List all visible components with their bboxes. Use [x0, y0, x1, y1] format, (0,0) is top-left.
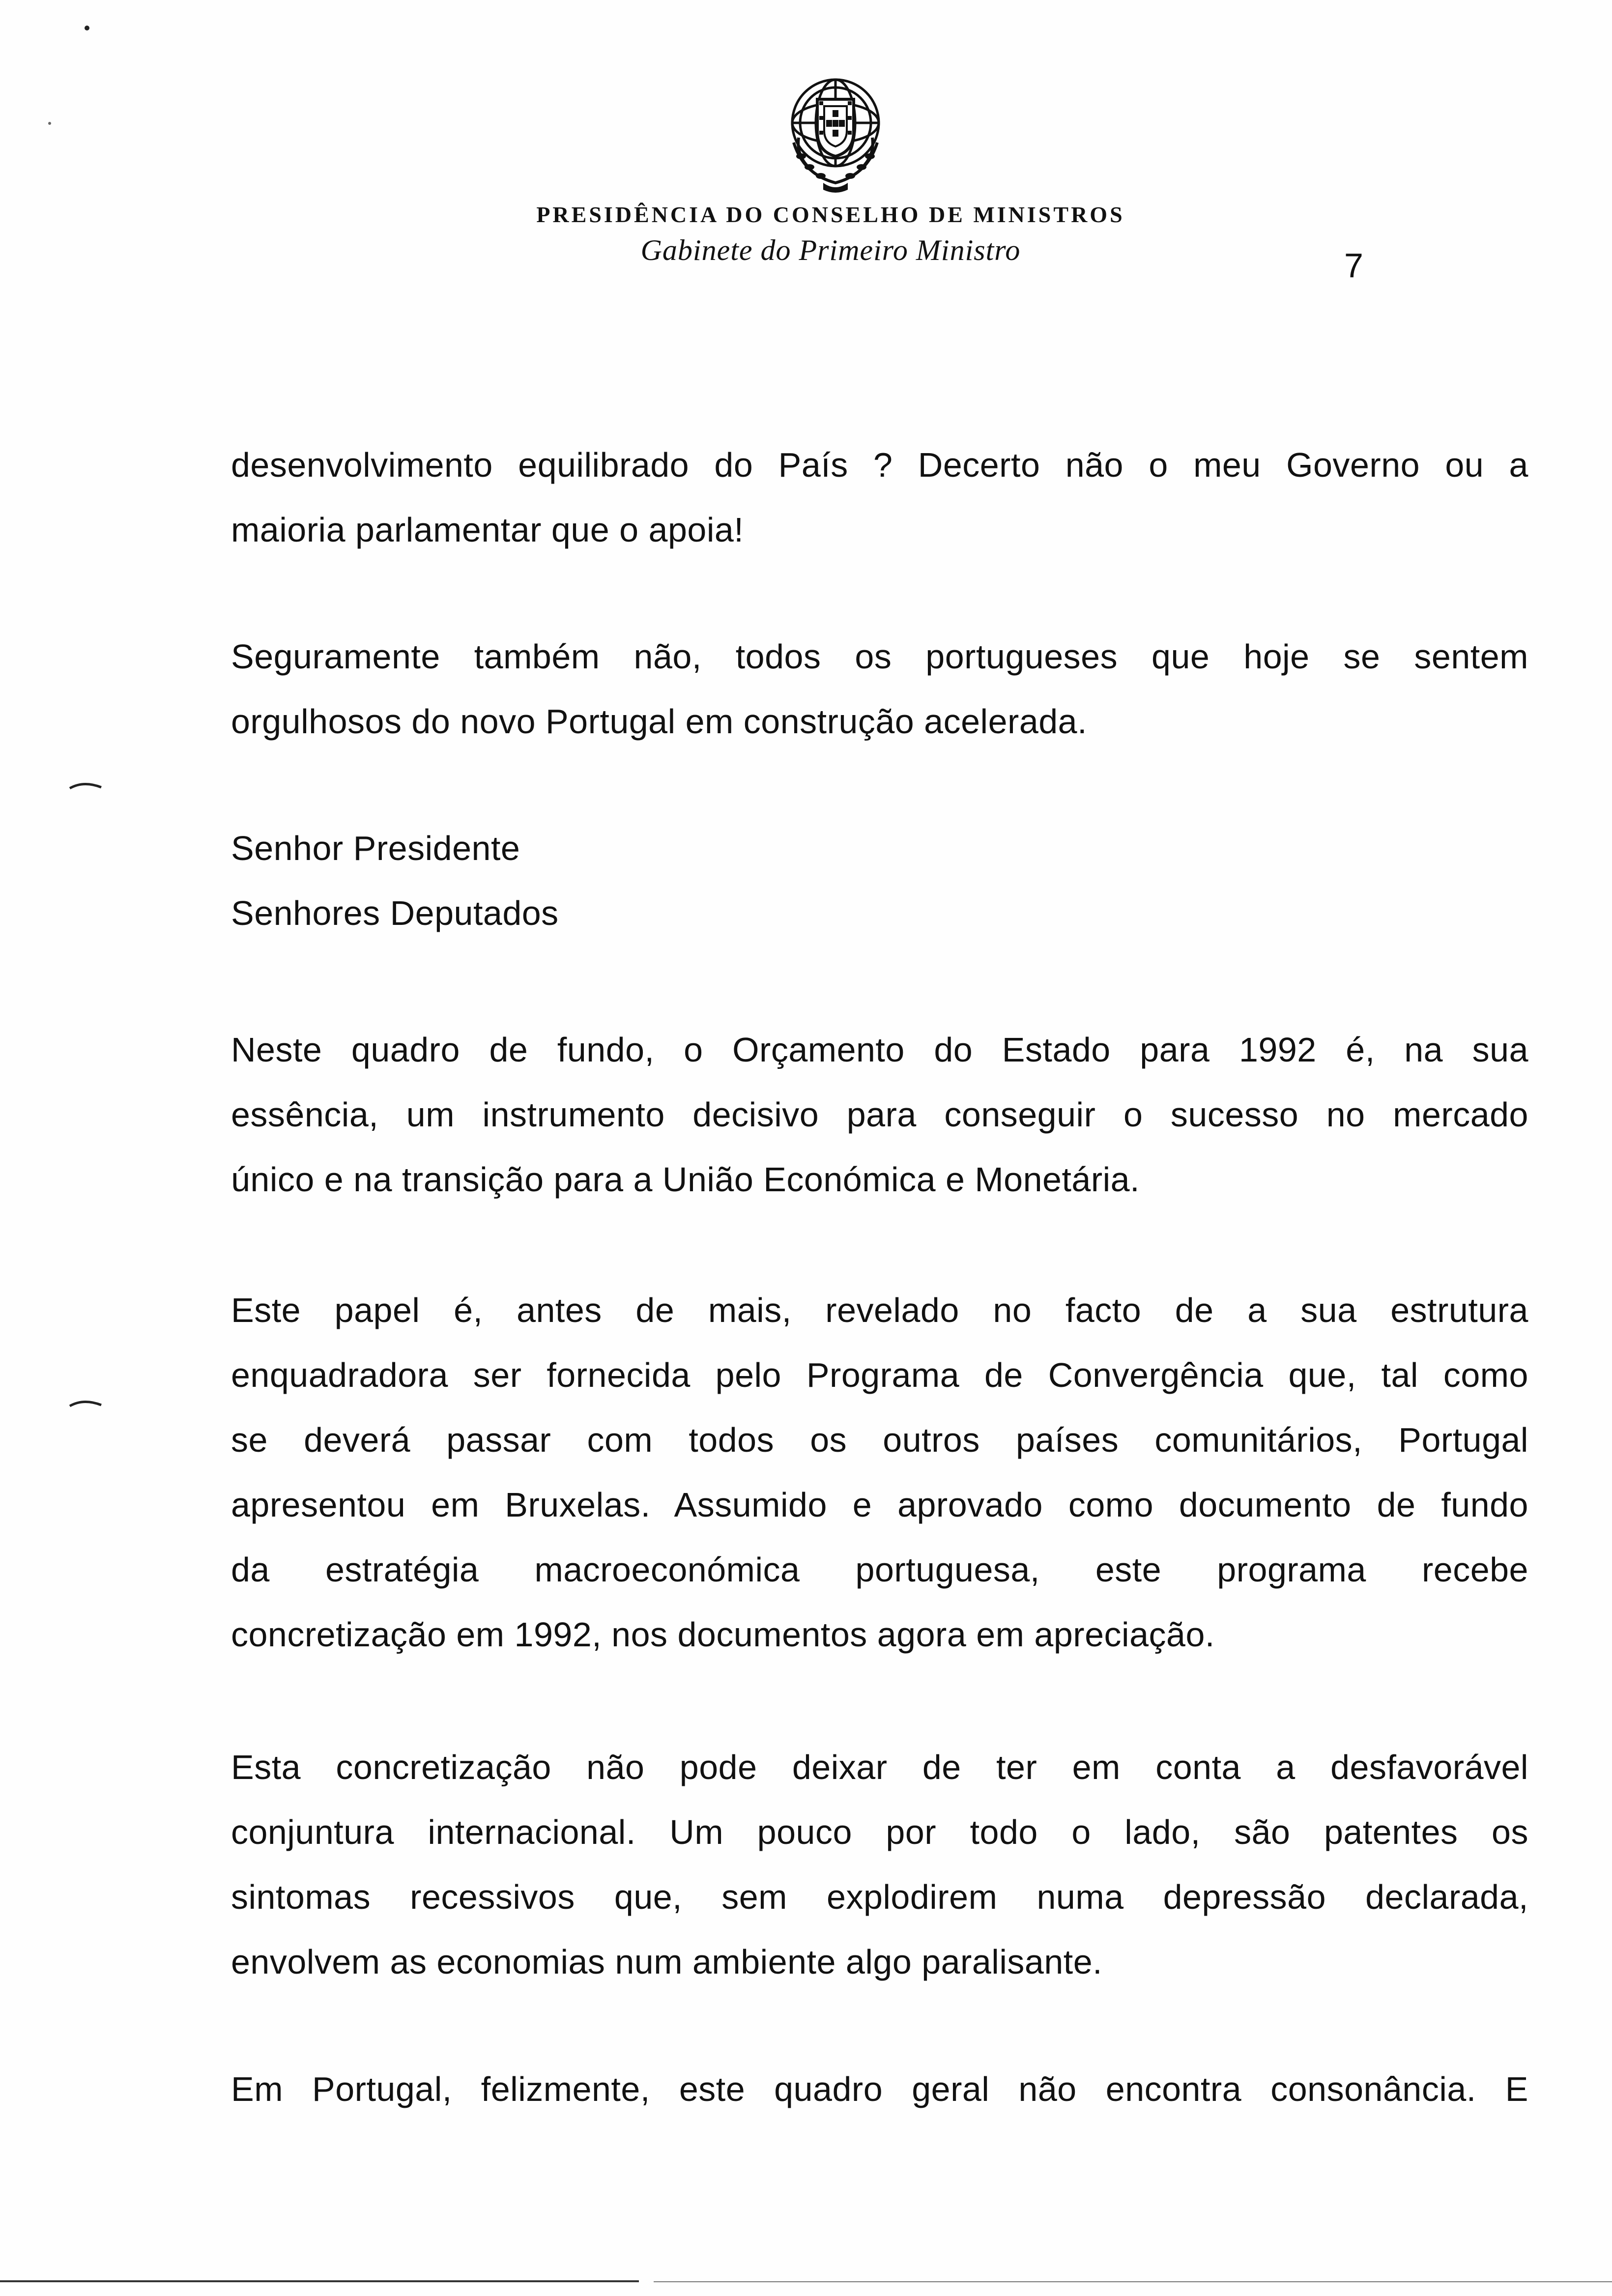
- paragraph-1: [231, 432, 1528, 562]
- paragraph-line: Seguramente também não, todos os portugueses que hoje se sentem: [231, 637, 1528, 676]
- footer-scan-line: [654, 2281, 1612, 2282]
- paragraph-line: Em Portugal, felizmente, este quadro geral não encontra consonância. E: [231, 2070, 1528, 2108]
- paragraph-2: [231, 624, 1528, 754]
- paragraph-line: orgulhosos do novo Portugal em construção acelerada.: [231, 702, 1088, 741]
- paragraph-line: apresentou em Bruxelas. Assumido e aprovado como documento de fundo: [231, 1486, 1528, 1524]
- salutation-line: Senhor Presidente: [231, 829, 520, 867]
- coat-of-arms-icon: [774, 69, 897, 197]
- paragraph-3: [231, 1017, 1528, 1212]
- page-number: 7: [1344, 246, 1363, 285]
- paragraph-6: [231, 2057, 1528, 2122]
- salutation: [231, 816, 1528, 946]
- footer-scan-line: [0, 2280, 639, 2282]
- paragraph-line: envolvem as economias num ambiente algo paralisante.: [231, 1943, 1103, 1981]
- scan-dot: [48, 122, 51, 125]
- paragraph-line: Neste quadro de fundo, o Orçamento do Estado para 1992 é, na sua: [231, 1031, 1528, 1069]
- paragraph-5: [231, 1735, 1528, 1994]
- paragraph-4: [231, 1278, 1528, 1667]
- paragraph-line: Este papel é, antes de mais, revelado no facto de a sua estrutura: [231, 1291, 1528, 1329]
- header-title: PRESIDÊNCIA DO CONSELHO DE MINISTROS: [536, 202, 1125, 227]
- salutation-line: Senhores Deputados: [231, 894, 559, 932]
- hole-punch-mark-icon: [69, 1398, 103, 1408]
- paragraph-line: desenvolvimento equilibrado do País ? Decerto não o meu Governo ou a: [231, 446, 1528, 484]
- paragraph-line: único e na transição para a União Económica e Monetária.: [231, 1160, 1140, 1199]
- scan-dot: [85, 26, 89, 30]
- paragraph-line: concretização em 1992, nos documentos agora em apreciação.: [231, 1615, 1215, 1654]
- hole-punch-mark-icon: [69, 780, 103, 790]
- paragraph-line: sintomas recessivos que, sem explodirem numa depressão declarada,: [231, 1878, 1528, 1916]
- paragraph-line: maioria parlamentar que o apoia!: [231, 511, 744, 549]
- paragraph-line: se deverá passar com todos os outros países comunitários, Portugal: [231, 1421, 1528, 1459]
- paragraph-line: enquadradora ser fornecida pelo Programa de Convergência que, tal como: [231, 1356, 1528, 1394]
- paragraph-line: da estratégia macroeconómica portuguesa, este programa recebe: [231, 1550, 1528, 1589]
- header-subtitle: Gabinete do Primeiro Ministro: [640, 234, 1021, 266]
- paragraph-line: essência, um instrumento decisivo para conseguir o sucesso no mercado: [231, 1095, 1528, 1134]
- paragraph-line: Esta concretização não pode deixar de ter em conta a desfavorável: [231, 1748, 1528, 1786]
- paragraph-line: conjuntura internacional. Um pouco por todo o lado, são patentes os: [231, 1813, 1528, 1851]
